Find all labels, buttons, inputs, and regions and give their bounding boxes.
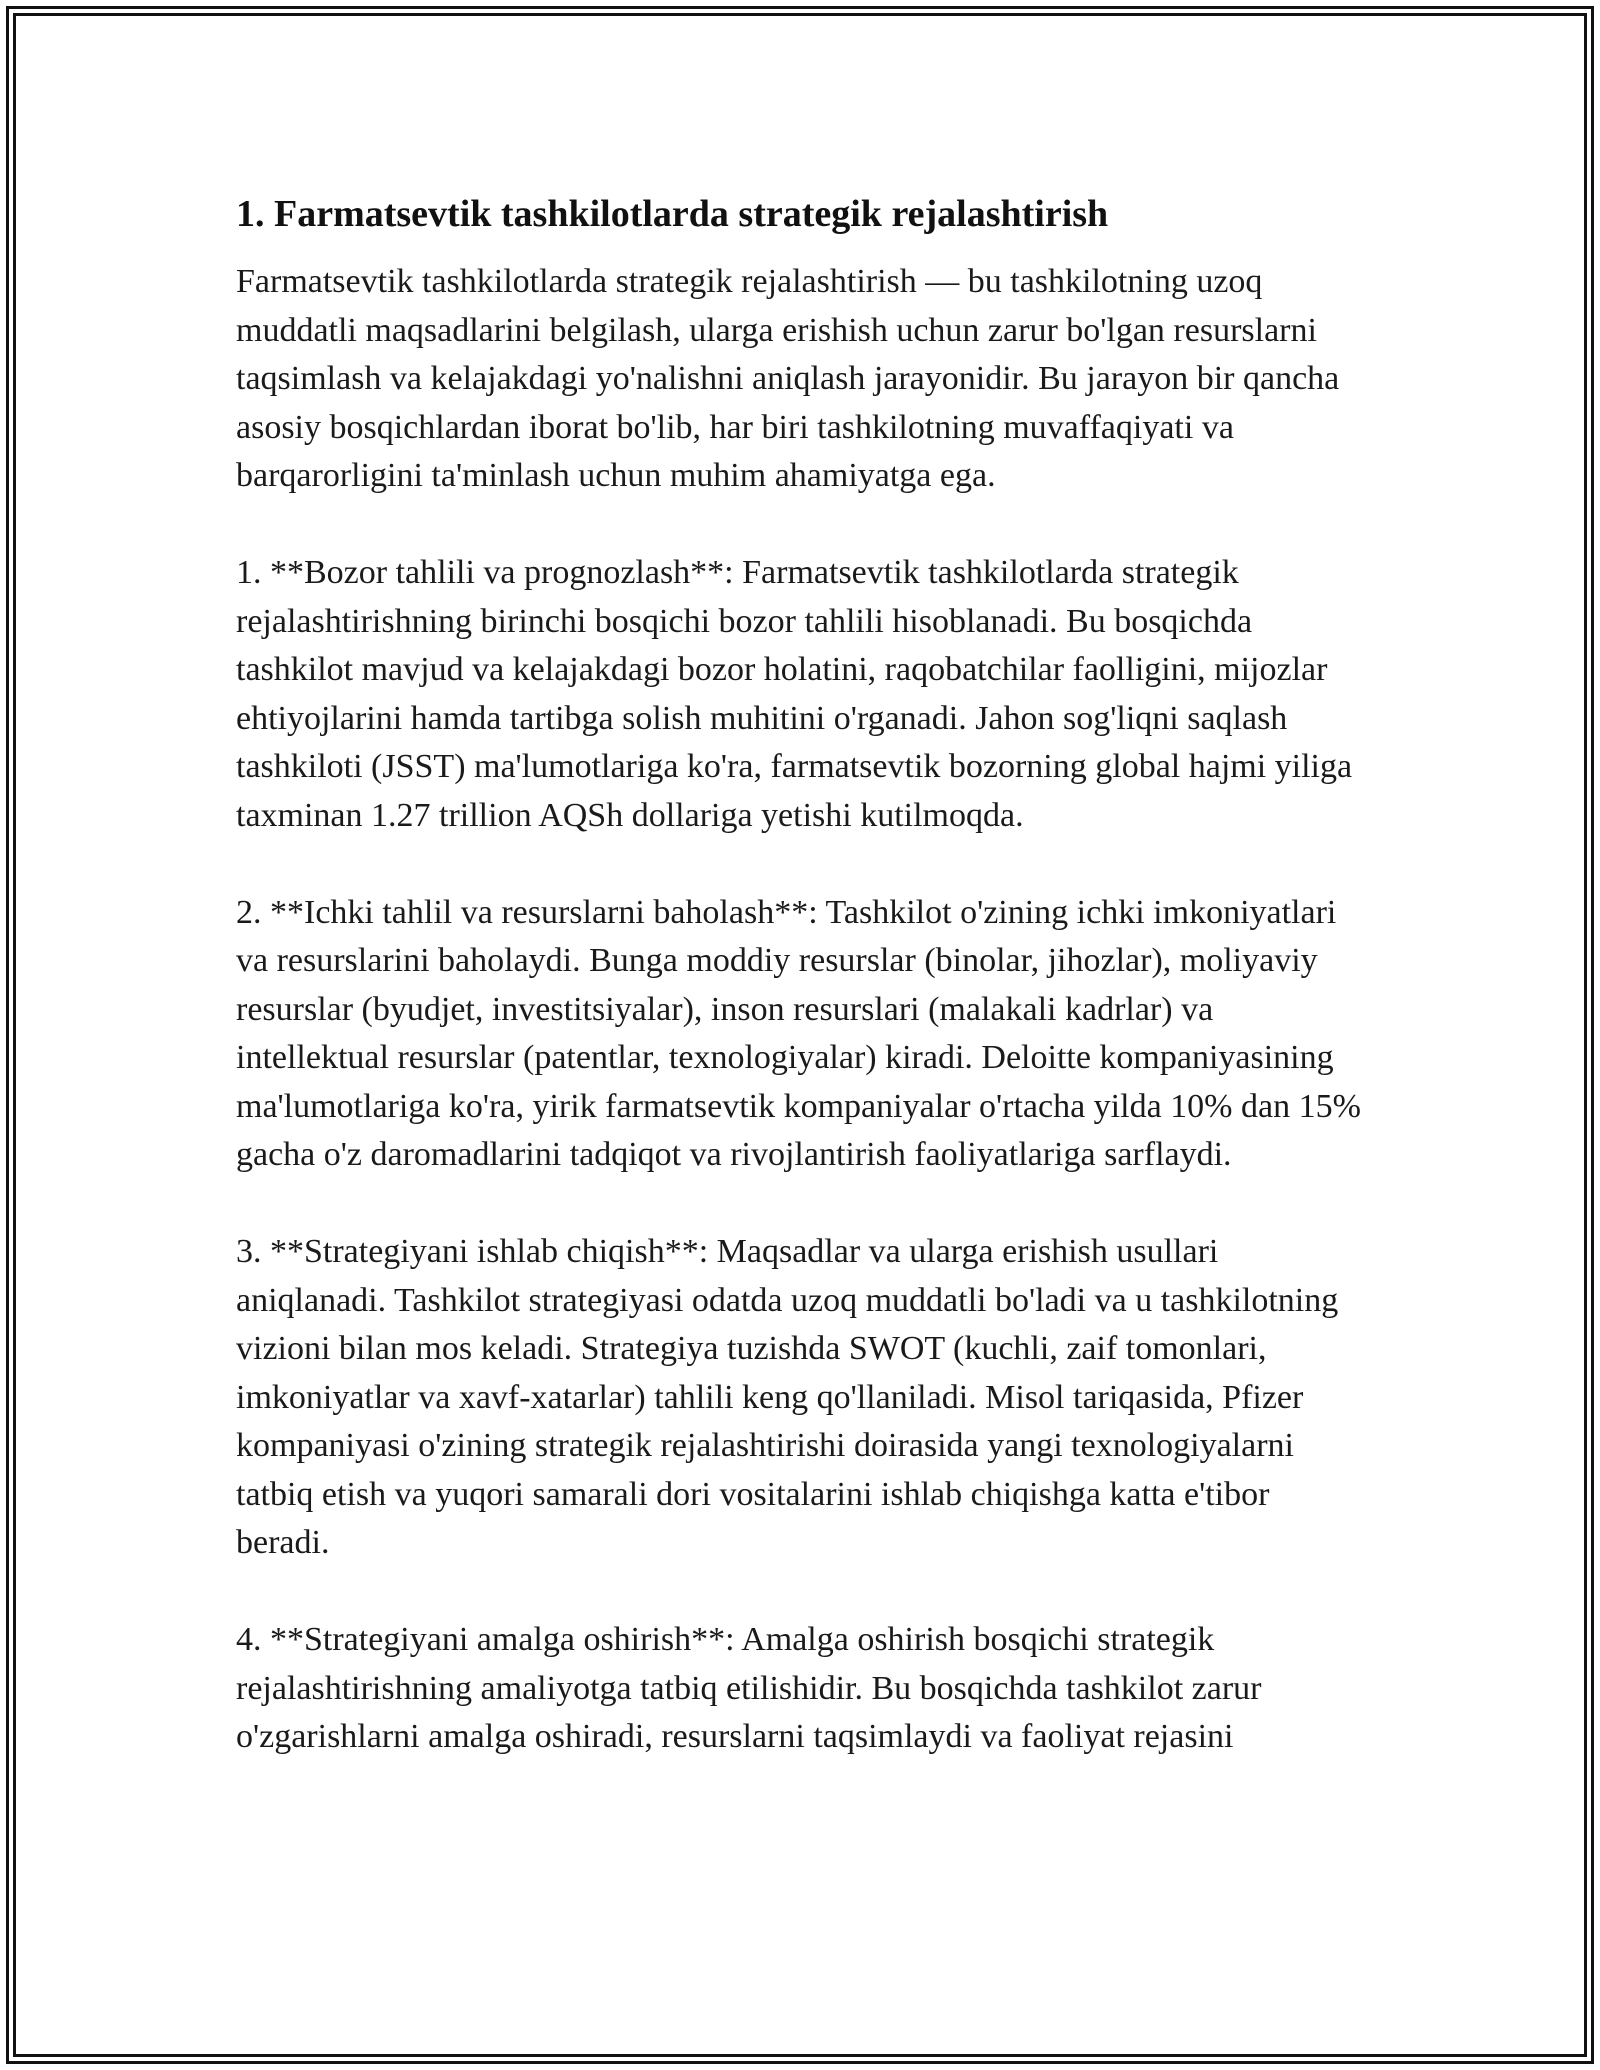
intro-paragraph: Farmatsevtik tashkilotlarda strategik rejalashtirish — bu tashkilotning uzoq muddatli maqsadlarini belgilash, ularga erishish uchun zarur bo'lgan resurslarni taqsimlash va kelajakdagi yo'nalishni aniqlash jarayonidir. Bu jarayon bir qancha asosiy bosqichlardan iborat bo'lib, har biri tashkilotning muvaffaqiyati va barqarorligini ta'minlash uchun muhim ahamiyatga ega.	[236, 263, 1340, 494]
paragraph-strategy-implementation: 4. **Strategiyani amalga oshirish**: Amalga oshirish bosqichi strategik rejalashtirishning amaliyotga tatbiq etilishidir. Bu bosqichda tashkilot zarur o'zgarishlarni amalga oshiradi, resurslarni taqsimlaydi va faoliyat rejasini	[236, 1621, 1262, 1755]
paragraph-internal-analysis: 2. **Ichki tahlil va resurslarni baholash**: Tashkilot o'zining ichki imkoniyatlari va resurslarini baholaydi. Bunga moddiy resurslar (binolar, jihozlar), moliyaviy resurslar (byudjet, investitsiyalar), inson resurslari (malakali kadrlar) va intellektual resurslar (patentlar, texnologiyalar) kiradi. Deloitte kompaniyasining ma'lumotlariga ko'ra, yirik farmatsevtik kompaniyalar o'rtacha yilda 10% dan 15% gacha o'z daromadlarini tadqiqot va rivojlantirish faoliyatlariga sarflaydi.	[236, 893, 1361, 1173]
paragraph-market-analysis: 1. **Bozor tahlili va prognozlash**: Farmatsevtik tashkilotlarda strategik rejalashtirishning birinchi bosqichi bozor tahlili hisoblanadi. Bu bosqichda tashkilot mavjud va kelajakdagi bozor holatini, raqobatchilar faolligini, mijozlar ehtiyojlarini hamda tartibga solish muhitini o'rganadi. Jahon sog'liqni saqlash tashkiloti (JSST) ma'lumotlariga ko'ra, farmatsevtik bozorning global hajmi yiliga taxminan 1.27 trillion AQSh dollariga yetishi kutilmoqda.	[236, 554, 1353, 834]
section-heading: 1. Farmatsevtik tashkilotlarda strategik rejalashtirish	[236, 193, 1109, 235]
paragraph-strategy-development: 3. **Strategiyani ishlab chiqish**: Maqsadlar va ularga erishish usullari aniqlanadi. Tashkilot strategiyasi odatda uzoq muddatli bo'ladi va u tashkilotning vizioni bilan mos keladi. Strategiya tuzishda SWOT (kuchli, zaif tomonlari, imkoniyatlar va xavf-xatarlar) tahlili keng qo'llaniladi. Misol tariqasida, Pfizer kompaniyasi o'zining strategik rejalashtirishi doirasida yangi texnologiyalarni tatbiq etish va yuqori samarali dori vositalarini ishlab chiqishga katta e'tibor beradi.	[236, 1233, 1339, 1561]
document-body	[236, 188, 1366, 1762]
